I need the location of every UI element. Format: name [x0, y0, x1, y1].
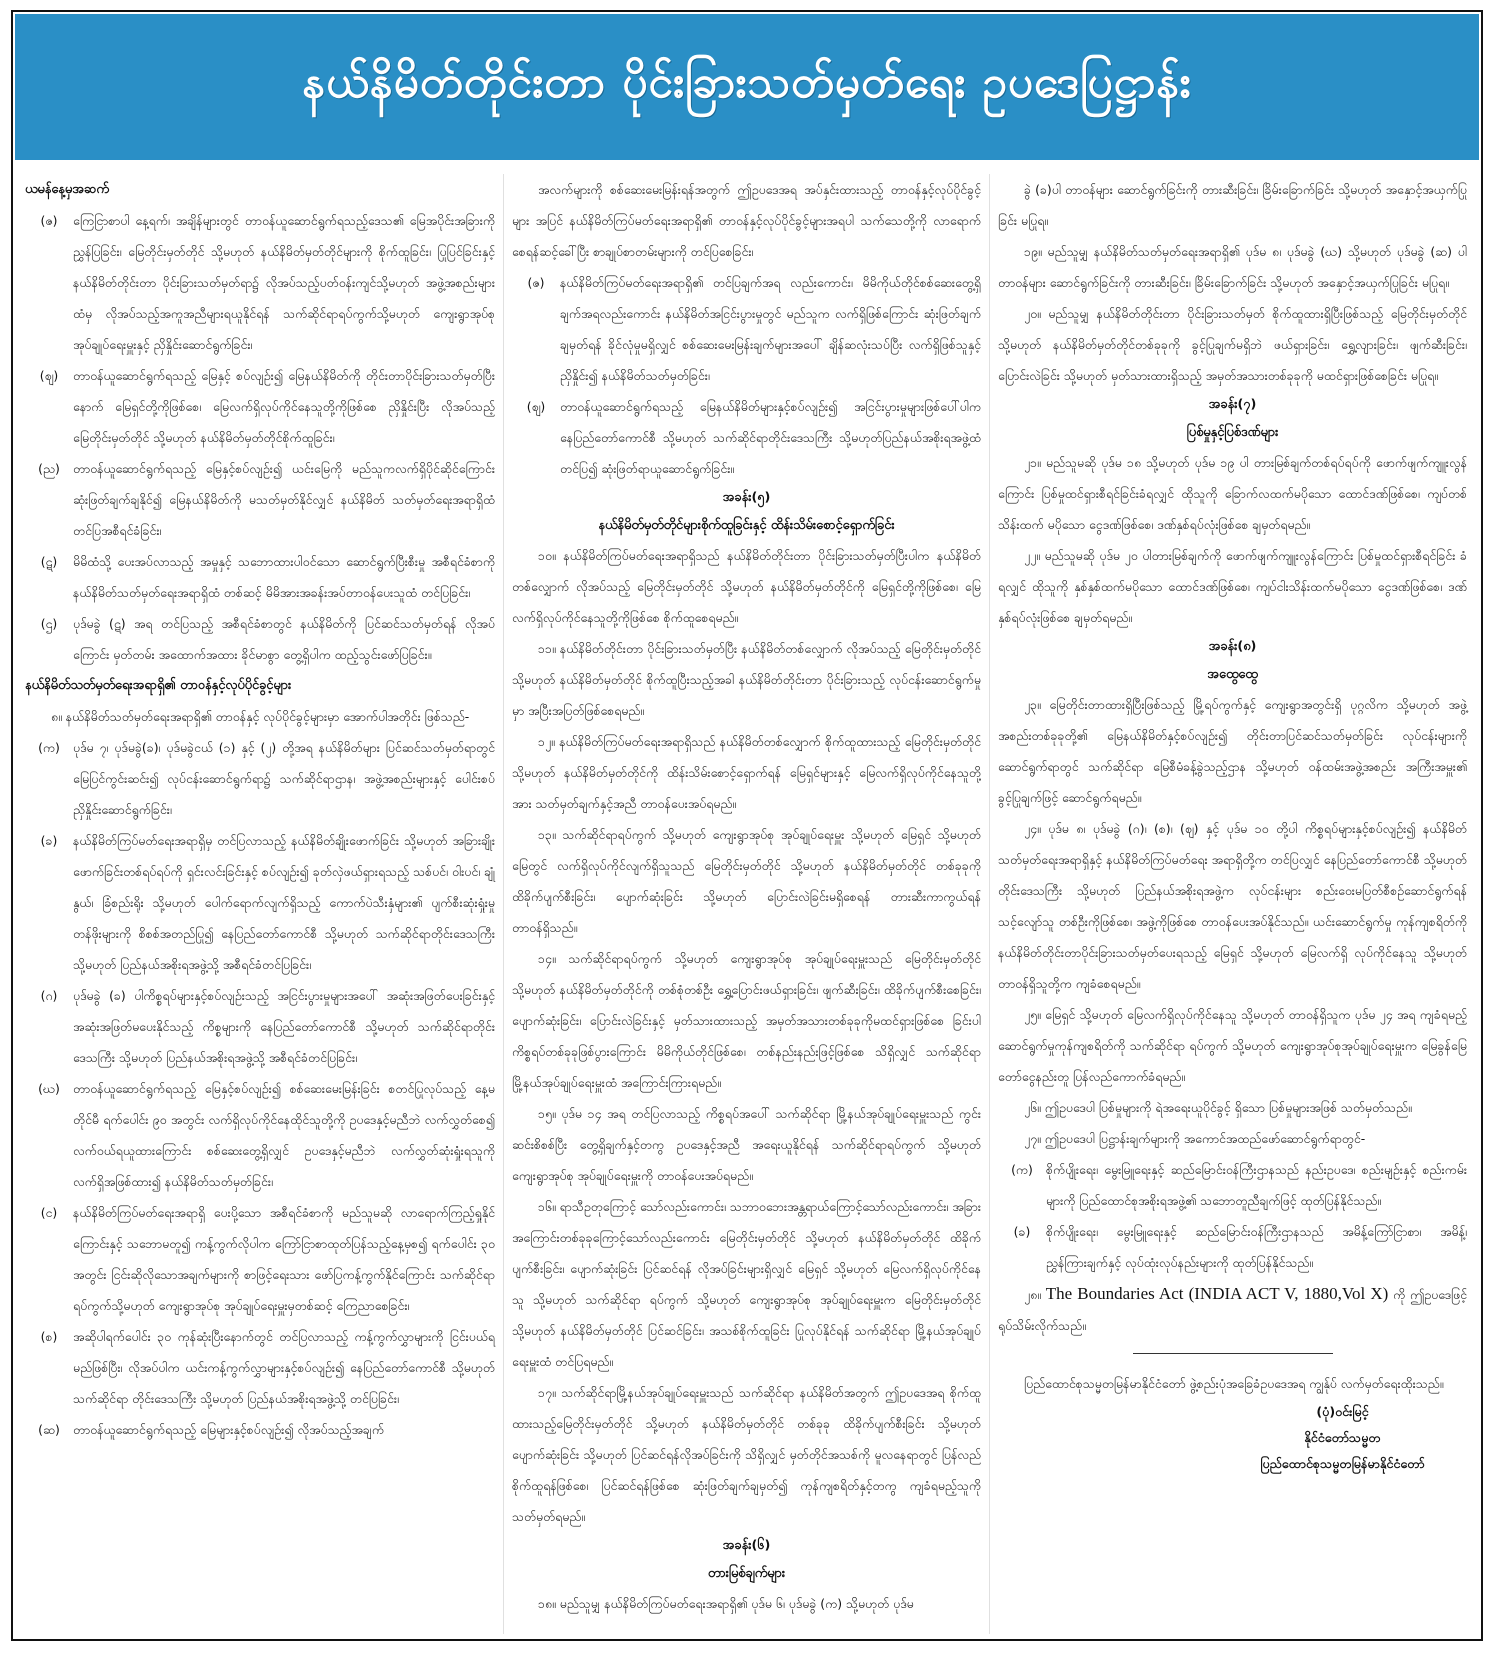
clause-item	[25, 980, 495, 1073]
clause-number: (ခ)	[1013, 1224, 1031, 1239]
chapter-8-subtitle: အထွေထွေ	[1207, 667, 1258, 682]
clause-item	[25, 453, 495, 546]
clause-text: ပုဒ်မခွဲ (ဋ) အရ တင်ပြသည့် အစီရင်ခံစာတွင် နယ်နိမိတ်ကို ပြင်ဆင်သတ်မှတ်ရန် လိုအပ်ကြောင်း မှတ်တမ်း အထောက်အထား ခိုင်မာစွာ တွေ့ရှိပါက ထည့်သွင်းဖော်ပြခြင်း။	[73, 616, 495, 662]
clause-text: စိုက်ပျိုးရေး၊ မွေးမြူရေးနှင့် ဆည်မြောင်းဝန်ကြီးဌာနသည် နည်းဥပဒေ၊ စည်းမျဉ်းနှင့် စည်းကမ်းများကို ပြည်ထောင်စုအစိုးရအဖွဲ့၏ သဘောတူညီချက်ဖြင့် ထုတ်ပြန်နိုင်သည်။	[1046, 1162, 1467, 1208]
clause-text: တာဝန်ယူဆောင်ရွက်ရသည့် မြေများနှင့်စပ်လျဉ်း၍ လိုအပ်သည့်အချက်	[73, 1422, 384, 1437]
paragraph-25: ၂၅။ မြေရှင် သို့မဟုတ် မြေလက်ရှိလုပ်ကိုင်နေသူ သို့မဟုတ် တာဝန်ရှိသူက ပုဒ်မ ၂၄ အရ ကျခံရမည့် ဆောင်ရွက်မှုကုန်ကျစရိတ်ကို သက်ဆိုင်ရာ ရပ်ကွက် သို့မဟုတ် ကျေးရွာအုပ်စုအုပ်ချုပ်ရေးမှူးက မြေခွန်မြေတော်ငွေနည်းတူ ပြန်လည်ကောက်ခံရမည်။	[998, 1007, 1467, 1084]
clause-number: (ဂ)	[40, 988, 58, 1003]
clause-item	[25, 732, 495, 825]
section-paragraph: ၁၇။ သက်ဆိုင်ရာမြို့နယ်အုပ်ချုပ်ရေးမှူးသည် သက်ဆိုင်ရာ နယ်နိမိတ်အတွက် ဤဥပဒေအရ စိုက်ထူထားသည့်မြေတိုင်းမှတ်တိုင် သို့မဟုတ် နယ်နိမိတ်မှတ်တိုင် တစ်ခုခု ထိခိုက်ပျက်စီးခြင်း သို့မဟုတ် ပျောက်ဆုံးခြင်း သို့မဟုတ် ပြင်ဆင်ရန်လိုအပ်ခြင်းကို သိရှိလျှင် မှတ်တိုင်အသစ်ကို မူလနေရာတွင် ပြန်လည်စိုက်ထူရန်ဖြစ်စေ၊ ပြင်ဆင်ရန်ဖြစ်စေ ဆုံးဖြတ်ချက်ချမှတ်၍ ကုန်ကျစရိတ်နှင့်တကွ ကျခံရမည့်သူကို သတ်မှတ်ရမည်။	[512, 1385, 981, 1524]
closing-statement: ပြည်ထောင်စုသမ္မတမြန်မာနိုင်ငံတော် ဖွဲ့စည်းပုံအခြေခံဥပဒေအရ ကျွန်ုပ် လက်မှတ်ရေးထိုးသည်။	[1024, 1376, 1444, 1391]
clause-item	[998, 1154, 1467, 1216]
paragraph-19: ၁၉။ မည်သူမျှ နယ်နိမိတ်သတ်မှတ်ရေးအရာရှိ၏ ပုဒ်မ ၈၊ ပုဒ်မခွဲ (ဃ) သို့မဟုတ် ပုဒ်မခွဲ (ဆ) ပါ တာဝန်များ ဆောင်ရွက်ခြင်းကို တားဆီးခြင်း၊ ခြိမ်းခြောက်ခြင်း သို့မဟုတ် အနှောင့်အယှက်ပြုခြင်း မပြုရ။	[998, 244, 1467, 290]
clause-number: (ည)	[38, 461, 60, 476]
paragraph-20: ၂၀။ မည်သူမျှ နယ်နိမိတ်တိုင်းတာ ပိုင်းခြားသတ်မှတ် စိုက်ထူထားရှိပြီးဖြစ်သည့် မြေတိုင်းမှတ်တိုင် သို့မဟုတ် နယ်နိမိတ်မှတ်တိုင်တစ်ခုခုကို ခွင့်ပြုချက်မရှိဘဲ ဖယ်ရှားခြင်း၊ ရွှေ့လျားခြင်း၊ ဖျက်ဆီးခြင်း၊ ပြောင်းလဲခြင်း သို့မဟုတ် မှတ်သားထားရှိသည့် အမှတ်အသားတစ်ခုခုကို မထင်ရှားဖြစ်စေခြင်း မပြုရ။	[998, 306, 1467, 383]
clause-number: (ဈ)	[526, 399, 546, 414]
chapter-5-paragraphs	[512, 540, 981, 1532]
clause-text: စိုက်ပျိုးရေး၊ မွေးမြူရေးနှင့် ဆည်မြောင်းဝန်ကြီးဌာနသည် အမိန့်ကြော်ငြာစာ၊ အမိန့်၊ ညွှန်ကြားချက်နှင့် လုပ်ထုံးလုပ်နည်းများကို ထုတ်ပြန်နိုင်သည်။	[1046, 1224, 1467, 1270]
chapter-6-title: အခန်း(၆)	[722, 1538, 771, 1553]
clause-number: (ဋ)	[40, 554, 58, 569]
clause-text: အဆိုပါရက်ပေါင်း ၃၀ ကုန်ဆုံးပြီးနောက်တွင် တင်ပြလာသည့် ကန့်ကွက်လွှာများကို ငြင်းပယ်ရမည်ဖြစ်ပြီး၊ လိုအပ်ပါက ယင်းကန့်ကွက်လွှာများနှင့်စပ်လျဉ်း၍ နေပြည်တော်ကောင်စီ သို့မဟုတ် သက်ဆိုင်ရာ တိုင်းဒေသကြီး သို့မဟုတ် ပြည်နယ်အစိုးရအဖွဲ့သို့ တင်ပြခြင်း၊	[73, 1329, 495, 1406]
clause-text: တာဝန်ယူဆောင်ရွက်ရသည့် မြေနယ်နိမိတ်များနှင့်စပ်လျဉ်း၍ အငြင်းပွားမှုများဖြစ်ပေါ်ပါက နေပြည်တော်ကောင်စီ သို့မဟုတ် သက်ဆိုင်ရာတိုင်းဒေသကြီး သို့မဟုတ်ပြည်နယ်အစိုးရအဖွဲ့ထံ တင်ပြ၍ ဆုံးဖြတ်ရာယူဆောင်ရွက်ခြင်း။	[560, 399, 981, 476]
clause-item	[25, 608, 495, 670]
clause-text: နယ်နိမိတ်ကြပ်မတ်ရေးအရာရှိမှ တင်ပြလာသည့် နယ်နိမိတ်ချိုးဖောက်ခြင်း သို့မဟုတ် အခြားချိုးဖောက်ခြင်းတစ်ရပ်ရပ်ကို ရှင်းလင်းခြင်းနှင့် စပ်လျဉ်း၍ ခုတ်လှဲဖယ်ရှားရသည့် သစ်ပင်၊ ဝါးပင်၊ ချုံနွယ်၊ ခြံစည်းရိုး သို့မဟုတ် ပေါက်ရောက်လျက်ရှိသည့် ကောက်ပဲသီးနှံများ၏ ပျက်စီးဆုံးရှုံးမှုတန်ဖိုးများကို စိစစ်အတည်ပြု၍ နေပြည်တော်ကောင်စီ သို့မဟုတ် သက်ဆိုင်ရာတိုင်းဒေသကြီး သို့မဟုတ် ပြည်နယ်အစိုးရအဖွဲ့သို့ အစီရင်ခံတင်ပြခြင်း၊	[73, 833, 495, 972]
clause-item	[25, 360, 495, 453]
paragraph-28	[998, 1278, 1467, 1341]
clause-text: ပုဒ်မခွဲ (ခ) ပါကိစ္စရပ်များနှင့်စပ်လျဉ်းသည့် အငြင်းပွားမှုများအပေါ် အဆုံးအဖြတ်ပေးခြင်းနှင့် အဆုံးအဖြတ်မပေးနိုင်သည့် ကိစ္စများကို နေပြည်တော်ကောင်စီ သို့မဟုတ် သက်ဆိုင်ရာတိုင်းဒေသကြီး သို့မဟုတ် ပြည်နယ်အစိုးရအဖွဲ့သို့ အစီရင်ခံတင်ပြခြင်း၊	[73, 988, 495, 1065]
clause-item	[25, 546, 495, 608]
clause-item	[512, 267, 981, 391]
chapter-5-title: အခန်း(၅)	[722, 490, 771, 505]
paragraph-8: ၈။ နယ်နိမိတ်သတ်မှတ်ရေးအရာရှိ၏ တာဝန်နှင့် လုပ်ပိုင်ခွင့်များမှာ အောက်ပါအတိုင်း ဖြစ်သည်-	[51, 709, 470, 724]
clause-number: (ဇ)	[40, 213, 58, 228]
clause-item	[998, 1216, 1467, 1278]
section-paragraph: ၁၆။ ရာသီဥတုကြောင့် သော်လည်းကောင်း၊ သဘာဝဘေးအန္တရာယ်ကြောင့်သော်လည်းကောင်း၊ အခြားအကြောင်းတစ်ခုခုကြောင့်သော်လည်းကောင်း မြေတိုင်းမှတ်တိုင် သို့မဟုတ် နယ်နိမိတ်မှတ်တိုင် ထိခိုက်ပျက်စီးခြင်း၊ ပျောက်ဆုံးခြင်း ပြင်ဆင်ရန် လိုအပ်ခြင်းများရှိလျှင် မြေရှင် သို့မဟုတ် မြေလက်ရှိလုပ်ကိုင်နေသူ သို့မဟုတ် သက်ဆိုင်ရာ ရပ်ကွက် သို့မဟုတ် ကျေးရွာအုပ်စု အုပ်ချုပ်ရေးမှူးက မြေတိုင်းမှတ်တိုင် သို့မဟုတ် နယ်နိမိတ်မှတ်တိုင် ပြင်ဆင်ခြင်း၊ အသစ်စိုက်ထူခြင်း ပြုလုပ်နိုင်ရန် သက်ဆိုင်ရာ မြို့နယ်အုပ်ချုပ်ရေးမှူးထံ တင်ပြရမည်။	[512, 1199, 981, 1369]
clause-list-27	[998, 1154, 1467, 1278]
page-title: နယ်နိမိတ်တိုင်းတာ ပိုင်းခြားသတ်မှတ်ရေး ဥပဒေပြဋ္ဌာန်း	[302, 57, 1192, 108]
section-paragraph: ၁၂။ နယ်နိမိတ်ကြပ်မတ်ရေးအရာရှိသည် နယ်နိမိတ်တစ်လျှောက် စိုက်ထူထားသည့် မြေတိုင်းမှတ်တိုင် သို့မဟုတ် နယ်နိမိတ်မှတ်တိုင်ကို ထိန်းသိမ်းစောင့်ရှောက်ရန် မြေရှင်များနှင့် မြေလက်ရှိလုပ်ကိုင်နေသူတို့အား သတ်မှတ်ချက်နှင့်အညီ တာဝန်ပေးအပ်ရမည်။	[512, 734, 981, 811]
paragraph-18: ၁၈။ မည်သူမျှ နယ်နိမိတ်ကြပ်မတ်ရေးအရာရှိ၏ ပုဒ်မ ၆၊ ပုဒ်မခွဲ (က) သို့မဟုတ် ပုဒ်မ	[538, 1596, 914, 1611]
section-paragraph: ၁၁။ နယ်နိမိတ်တိုင်းတာ ပိုင်းခြားသတ်မှတ်ပြီး နယ်နိမိတ်တစ်လျှောက် လိုအပ်သည့် မြေတိုင်းမှတ်တိုင် သို့မဟုတ် နယ်နိမိတ်မှတ်တိုင် စိုက်ထူပြီးသည့်အခါ နယ်နိမိတ်တိုင်းတာ ပိုင်းခြားသည့် လုပ်ငန်းဆောင်ရွက်မှုမှာ အပြီးအပြတ်ဖြစ်စေရမည်။	[512, 641, 981, 718]
column-3	[989, 174, 1475, 1634]
clause-text: ကြေငြာစာပါ နေ့ရက်၊ အချိန်များတွင် တာဝန်ယူဆောင်ရွက်ရသည့်ဒေသ၏ မြေအပိုင်းအခြားကို ညွှန်ပြခြင်း၊ မြေတိုင်းမှတ်တိုင် သို့မဟုတ် နယ်နိမိတ်မှတ်တိုင်များကို စိုက်ထူခြင်း၊ ပြုပြင်ခြင်းနှင့် နယ်နိမိတ်တိုင်းတာ ပိုင်းခြားသတ်မှတ်ရာ၌ လိုအပ်သည့်ပတ်ဝန်းကျင်သို့မဟုတ် အဖွဲ့အစည်းများထံမှ လိုအပ်သည့်အကူအညီများရယူနိုင်ရန် သက်ဆိုင်ရာရပ်ကွက်သို့မဟုတ် ကျေးရွာအုပ်စု အုပ်ချုပ်ရေးမှူးနှင့် ညှိနှိုင်းဆောင်ရွက်ခြင်း၊	[73, 213, 495, 352]
clause-item	[25, 825, 495, 980]
column-1	[17, 174, 503, 1634]
document-page	[11, 10, 1483, 1641]
clause-text: နယ်နိမိတ်ကြပ်မတ်ရေးအရာရှိ၏ တင်ပြချက်အရ လည်းကောင်း၊ မိမိကိုယ်တိုင်စစ်ဆေးတွေ့ရှိချက်အရလည်းကောင်း နယ်နိမိတ်အငြင်းပွားမှုတွင် မည်သူက လက်ရှိဖြစ်ကြောင်း ဆုံးဖြတ်ချက်ချမှတ်ရန် ခိုင်လုံမှုမရှိလျှင် စစ်ဆေးမေးမြန်းချက်များအပေါ် ချိန်ဆလုံးသပ်ပြီး လက်ရှိဖြစ်သူနှင့် ညှိနှိုင်း၍ နယ်နိမိတ်သတ်မှတ်ခြင်း၊	[560, 275, 981, 383]
clause-item	[25, 1414, 495, 1445]
signature-country: ပြည်ထောင်စုသမ္မတမြန်မာနိုင်ငံတော်	[1260, 1456, 1425, 1471]
clause-list-8-cont	[512, 267, 981, 484]
column-2	[503, 174, 989, 1634]
chapter-7-title: အခန်း(၇)	[1208, 397, 1257, 412]
clause-text: တာဝန်ယူဆောင်ရွက်ရသည့် မြေနှင့် စပ်လျဉ်း၍ မြေနယ်နိမိတ်ကို တိုင်းတာပိုင်းခြားသတ်မှတ်ပြီးနောက် မြေရှင်တို့ကိုဖြစ်စေ၊ မြေလက်ရှိလုပ်ကိုင်နေသူတို့ကိုဖြစ်စေ ညှိနှိုင်းပြီး လိုအပ်သည့်မြေတိုင်းမှတ်တိုင် သို့မဟုတ် နယ်နိမိတ်မှတ်တိုင်စိုက်ထူခြင်း၊	[73, 368, 495, 445]
paragraph-continued: အလက်များကို စစ်ဆေးမေးမြန်းရန်အတွက် ဤဥပဒေအရ အပ်နှင်းထားသည့် တာဝန်နှင့်လုပ်ပိုင်ခွင့်များ အပြင် နယ်နိမိတ်ကြပ်မတ်ရေးအရာရှိ၏ တာဝန်နှင့်လုပ်ပိုင်ခွင့်များအရပါ သက်သေတို့ကို လာရောက်စေရန်ဆင့်ခေါ်ပြီး စာချုပ်စာတမ်းများကို တင်ပြစေခြင်း၊	[512, 182, 981, 259]
section-paragraph: ၁၅။ ပုဒ်မ ၁၄ အရ တင်ပြလာသည့် ကိစ္စရပ်အပေါ် သက်ဆိုင်ရာ မြို့နယ်အုပ်ချုပ်ရေးမှူးသည် ကွင်းဆင်းစိစစ်ပြီး တွေ့ရှိချက်နှင့်တကွ ဥပဒေနှင့်အညီ အရေးယူနိုင်ရန် သက်ဆိုင်ရာရပ်ကွက် သို့မဟုတ် ကျေးရွာအုပ်စု အုပ်ချုပ်ရေးမှူးကို တာဝန်ပေးအပ်ရမည်။	[512, 1106, 981, 1183]
clause-list-7	[25, 205, 495, 670]
section-paragraph: ၁၄။ သက်ဆိုင်ရာရပ်ကွက် သို့မဟုတ် ကျေးရွာအုပ်စု အုပ်ချုပ်ရေးမှူးသည် မြေတိုင်းမှတ်တိုင် သို့မဟုတ် နယ်နိမိတ်မှတ်တိုင်ကို တစ်စုံတစ်ဦး ရွှေ့ပြောင်းဖယ်ရှားခြင်း၊ ဖျက်ဆီးခြင်း၊ ထိခိုက်ပျက်စီးစေခြင်း၊ ပျောက်ဆုံးခြင်း၊ ပြောင်းလဲခြင်းနှင့် မှတ်သားထားသည့် အမှတ်အသားတစ်ခုခုကိုမထင်ရှားဖြစ်စေ ခြင်းပါ ကိစ္စရပ်တစ်ခုခုဖြစ်ပွားကြောင်း မိမိကိုယ်တိုင်ဖြစ်စေ၊ တစ်နည်းနည်းဖြင့်ဖြစ်စေ သိရှိလျှင် သက်ဆိုင်ရာ မြို့နယ်အုပ်ချုပ်ရေးမှူးထံ အကြောင်းကြားရမည်။	[512, 951, 981, 1090]
section-paragraph: ၁၃။ သက်ဆိုင်ရာရပ်ကွက် သို့မဟုတ် ကျေးရွာအုပ်စု အုပ်ချုပ်ရေးမှူး သို့မဟုတ် မြေရှင် သို့မဟုတ် မြေတွင် လက်ရှိလုပ်ကိုင်လျက်ရှိသူသည် မြေတိုင်းမှတ်တိုင် သို့မဟုတ် နယ်နိမိတ်မှတ်တိုင် တစ်ခုခုကိုထိခိုက်ပျက်စီးခြင်း၊ ပျောက်ဆုံးခြင်း သို့မဟုတ် ပြောင်းလဲခြင်းမရှိစေရန် တားဆီးကာကွယ်ရန် တာဝန်ရှိသည်။	[512, 827, 981, 935]
chapter-6-subtitle: တားမြစ်ချက်များ	[707, 1566, 786, 1581]
signature-title: နိုင်ငံတော်သမ္မတ	[1304, 1430, 1381, 1445]
clause-number: (စ)	[40, 1329, 58, 1344]
clause-text: တာဝန်ယူဆောင်ရွက်ရသည့် မြေနှင့်စပ်လျဉ်း၍ စစ်ဆေးမေးမြန်းခြင်း စတင်ပြုလုပ်သည့် နေ့မတိုင်မီ ရက်ပေါင်း ၉၀ အတွင်း လက်ရှိလုပ်ကိုင်နေထိုင်သူတို့ကို ဥပဒေနှင့်မညီဘဲ လက်လွှတ်စေ၍ လက်ဝယ်ရယူထားကြောင်း စစ်ဆေးတွေ့ရှိလျှင် ဥပဒေနှင့်မညီဘဲ လက်လွှတ်ဆုံးရှုံးရသူကို လက်ရှိအဖြစ်ထား၍ နယ်နိမိတ်သတ်မှတ်ခြင်း၊	[73, 1081, 495, 1189]
paragraph-26: ၂၆။ ဤဥပဒေပါ ပြစ်မှုများကို ရဲအရေးယူပိုင်ခွင့် ရှိသော ပြစ်မှုများအဖြစ် သတ်မှတ်သည်။	[1024, 1100, 1412, 1115]
clause-text: မိမိထံသို့ ပေးအပ်လာသည့် အမှုနှင့် သဘောထားပါဝင်သော ဆောင်ရွက်ပြီးစီးမှု အစီရင်ခံစာကို နယ်နိမိတ်သတ်မှတ်ရေးအရာရှိထံ တစ်ဆင့် မိမိအားအခန်းအပ်တာဝန်ပေးသူထံ တင်ပြခြင်း၊	[73, 554, 495, 600]
clause-item	[25, 1197, 495, 1321]
section-paragraph: ၁၀။ နယ်နိမိတ်ကြပ်မတ်ရေးအရာရှိသည် နယ်နိမိတ်တိုင်းတာ ပိုင်းခြားသတ်မှတ်ပြီးပါက နယ်နိမိတ်တစ်လျှောက် လိုအပ်သည့် မြေတိုင်းမှတ်တိုင် သို့မဟုတ် နယ်နိမိတ်မှတ်တိုင်ကို မြေရှင်တို့ကိုဖြစ်စေ၊ မြေလက်ရှိလုပ်ကိုင်နေသူတို့ကိုဖြစ်စေ စိုက်ထူစေရမည်။	[512, 548, 981, 625]
clause-number: (ဈ)	[39, 368, 59, 383]
clause-number: (င)	[40, 1205, 58, 1220]
continued-heading: ယမန်နေ့မှအဆက်	[25, 182, 109, 197]
chapter-7-subtitle: ပြစ်မှုနှင့်ပြစ်ဒဏ်များ	[1186, 425, 1279, 440]
clause-text: တာဝန်ယူဆောင်ရွက်ရသည့် မြေနှင့်စပ်လျဉ်း၍ ယင်းမြေကို မည်သူကလက်ရှိပိုင်ဆိုင်ကြောင်း ဆုံးဖြတ်ချက်ချနိုင်၍ မြေနယ်နိမိတ်ကို မသတ်မှတ်နိုင်လျှင် နယ်နိမိတ် သတ်မှတ်ရေးအရာရှိထံ တင်ပြအစီရင်ခံခြင်း၊	[73, 461, 495, 538]
signature-name: (ပုံ)ဝင်းမြင့်	[1316, 1404, 1369, 1419]
paragraph-23: ၂၃။ မြေတိုင်းတာထားရှိပြီးဖြစ်သည့် မြို့ရပ်ကွက်နှင့် ကျေးရွာအတွင်းရှိ ပုဂ္ဂလိက သို့မဟုတ် အဖွဲ့အစည်းတစ်ခုခုတို့၏ မြေနယ်နိမိတ်နှင့်စပ်လျဉ်း၍ တိုင်းတာပြင်ဆင်သတ်မှတ်ခြင်း လုပ်ငန်းများကို ဆောင်ရွက်ရာတွင် သက်ဆိုင်ရာ မြေစီမံခန့်ခွဲသည့်ဌာန သို့မဟုတ် ဝန်ထမ်းအဖွဲ့အစည်း အကြီးအမှူး၏ ခွင့်ပြုချက်ဖြင့် ဆောင်ရွက်ရမည်။	[998, 697, 1467, 805]
clause-item	[25, 1073, 495, 1197]
clause-item	[25, 1321, 495, 1414]
paragraph-24: ၂၄။ ပုဒ်မ ၈၊ ပုဒ်မခွဲ (ဂ)၊ (စ)၊ (ဈ) နှင့် ပုဒ်မ ၁၀ တို့ပါ ကိစ္စရပ်များနှင့်စပ်လျဉ်း၍ နယ်နိမိတ်သတ်မှတ်ရေးအရာရှိနှင့် နယ်နိမိတ်ကြပ်မတ်ရေး အရာရှိတို့က တင်ပြလျှင် နေပြည်တော်ကောင်စီ သို့မဟုတ် တိုင်းဒေသကြီး သို့မဟုတ် ပြည်နယ်အစိုးရအဖွဲ့က လုပ်ငန်းများ စည်းဝေးမပြတ်စီစဉ်ဆောင်ရွက်ရန် သင့်လျော်သူ တစ်ဦးကိုဖြစ်စေ၊ အဖွဲ့ကိုဖြစ်စေ တာဝန်ပေးအပ်နိုင်သည်။ ယင်းဆောင်ရွက်မှု ကုန်ကျစရိတ်ကို နယ်နိမိတ်တိုင်းတာပိုင်းခြားသတ်မှတ်ပေးရသည့် မြေရှင် သို့မဟုတ် မြေလက်ရှိ လုပ်ကိုင်နေသူ သို့မဟုတ် တာဝန်ရှိသူတို့က ကျခံစေရမည်။	[998, 821, 1467, 991]
clause-number: (ဇ)	[527, 275, 545, 290]
chapter-5-subtitle: နယ်နိမိတ်မှတ်တိုင်များစိုက်ထူခြင်းနှင့် ထိန်းသိမ်းစောင့်ရှောက်ခြင်း	[598, 518, 895, 533]
divider-line	[1133, 1353, 1333, 1354]
paragraph-28-text: ကို ဤဥပဒေဖြင့် ရုပ်သိမ်းလိုက်သည်။	[998, 1287, 1467, 1333]
clause-number: (က)	[1011, 1162, 1033, 1177]
paragraph-21: ၂၁။ မည်သူမဆို ပုဒ်မ ၁၈ သို့မဟုတ် ပုဒ်မ ၁၉ ပါ တားမြစ်ချက်တစ်ရပ်ရပ်ကို ဖောက်ဖျက်ကျူးလွန်ကြောင်း ပြစ်မှုထင်ရှားစီရင်ခြင်းခံရလျှင် ထိုသူကို ခြောက်လထက်မပိုသော ထောင်ဒဏ်ဖြစ်စေ၊ ကျပ်တစ်သိန်းထက် မပိုသော ငွေဒဏ်ဖြစ်စေ၊ ဒဏ်နှစ်ရပ်လုံးဖြစ်စေ ချမှတ်ရမည်။	[998, 455, 1467, 532]
clause-number: (ဃ)	[38, 1081, 60, 1096]
clause-text: နယ်နိမိတ်ကြပ်မတ်ရေးအရာရှိ ပေးပို့သော အစီရင်ခံစာကို မည်သူမဆို လာရောက်ကြည့်ရှုနိုင်ကြောင်းနှင့် သဘောမတူ၍ ကန့်ကွက်လိုပါက ကြော်ငြာစာထုတ်ပြန်သည့်နေ့မှစ၍ ရက်ပေါင်း ၃၀ အတွင်း ငြင်းဆိုလိုသောအချက်များကို စာဖြင့်ရေးသား ဖော်ပြကန့်ကွက်နိုင်ကြောင်း သက်ဆိုင်ရာရပ်ကွက်သို့မဟုတ် ကျေးရွာအုပ်စု အုပ်ချုပ်ရေးမှူးမှတစ်ဆင့် ကြေညာစေခြင်း၊	[73, 1205, 495, 1313]
chapter-8-title: အခန်း(၈)	[1208, 639, 1257, 654]
text-columns	[17, 174, 1479, 1634]
clause-number: (က)	[38, 740, 60, 755]
clause-number: (ဌ)	[40, 616, 58, 631]
paragraph-18-cont: ခွဲ (ခ)ပါ တာဝန်များ ဆောင်ရွက်ခြင်းကို တားဆီးခြင်း၊ ခြိမ်းခြောက်ခြင်း သို့မဟုတ် အနှောင့်အယှက်ပြုခြင်း မပြုရ။	[998, 182, 1467, 228]
clause-item	[25, 205, 495, 360]
clause-item	[512, 391, 981, 484]
paragraph-22: ၂၂။ မည်သူမဆို ပုဒ်မ ၂၀ ပါတားမြစ်ချက်ကို ဖောက်ဖျက်ကျူးလွန်ကြောင်း ပြစ်မှုထင်ရှားစီရင်ခြင်း ခံရလျှင် ထိုသူကို နှစ်နှစ်ထက်မပိုသော ထောင်ဒဏ်ဖြစ်စေ၊ ကျပ်ငါးသိန်းထက်မပိုသော ငွေဒဏ်ဖြစ်စေ၊ ဒဏ်နှစ်ရပ်လုံးဖြစ်စေ ချမှတ်ရမည်။	[998, 548, 1467, 625]
clause-number: (ဆ)	[38, 1422, 60, 1437]
title-banner	[15, 14, 1479, 160]
clause-list-8	[25, 732, 495, 1445]
repealed-act-name: The Boundaries Act (INDIA ACT V, 1880,Vol X)	[1045, 1284, 1389, 1303]
clause-number: (ခ)	[40, 833, 58, 848]
paragraph-27: ၂၇။ ဤဥပဒေပါ ပြဋ္ဌာန်းချက်များကို အကောင်အထည်ဖော်ဆောင်ရွက်ရာတွင်-	[1024, 1131, 1366, 1146]
clause-text: ပုဒ်မ ၇၊ ပုဒ်မခွဲ(ခ)၊ ပုဒ်မခွဲငယ် (၁) နှင့် (၂) တို့အရ နယ်နိမိတ်များ ပြင်ဆင်သတ်မှတ်ရာတွင် မြေပြင်ကွင်းဆင်း၍ လုပ်ငန်းဆောင်ရွက်ရာ၌ သက်ဆိုင်ရာဌာန၊ အဖွဲ့အစည်းများနှင့် ပေါင်းစပ်ညှိနှိုင်းဆောင်ရွက်ခြင်း၊	[73, 740, 495, 817]
paragraph-28-number: ၂၈။	[1024, 1287, 1041, 1302]
section-heading-officer-duties: နယ်နိမိတ်သတ်မှတ်ရေးအရာရှိ၏ တာဝန်နှင့်လုပ်ပိုင်ခွင့်များ	[25, 678, 292, 693]
